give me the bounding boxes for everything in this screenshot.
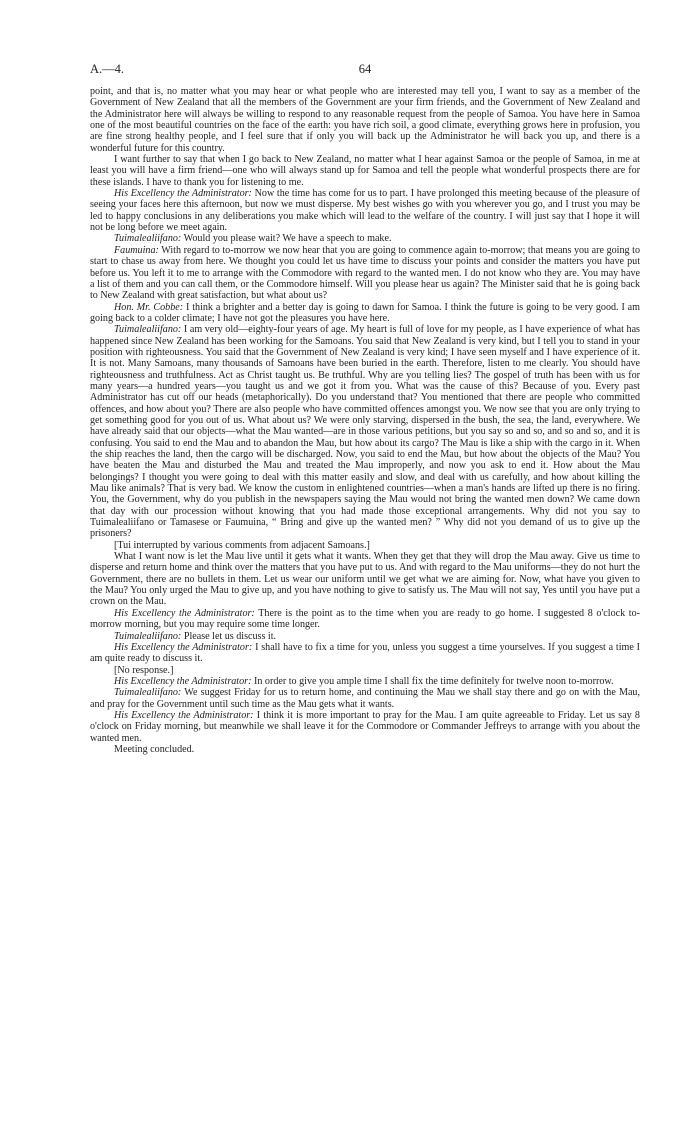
paragraph: Tuimalealiifano: We suggest Friday for us to return home, and continuing the Mau we shall stay there and go on with the Mau, and pray for the Government until such time as the Mau gets what it wants.: [90, 687, 640, 710]
speaker-name: Tuimalealiifano:: [114, 324, 182, 336]
document-body: [90, 86, 640, 755]
paragraph: His Excellency the Administrator: There is the point as to the time when you are ready to go home. I suggested 8 o'clock to-morrow morning, but you may require some time longer.: [90, 607, 640, 631]
speaker-name: Faumuina:: [114, 244, 159, 256]
stage-note: [No response.]: [114, 664, 174, 676]
paragraph: Tuimalealiifano: Would you please wait? We have a speech to make.: [114, 233, 392, 245]
paragraph: Hon. Mr. Cobbe: I think a brighter and a better day is going to dawn for Samoa. I think the future is going to be very good. I am going back to a colder climate; I have not got the pleasures you have here.: [90, 301, 640, 324]
closing-line: Meeting concluded.: [114, 743, 195, 755]
speaker-name: His Excellency the Administrator:: [114, 709, 254, 721]
speaker-name: Tuimalealiifano:: [114, 630, 182, 642]
paragraph: point, and that is, no matter what you may hear or what people who are interested may tell you, I want to say as a member of the Government of New Zealand that all the members of the Government are your firm friends, and the Government of New Zealand and the Administrator here will always be willing to respond to any reasonable request from the people of Samoa. You have here in Samoa one of the most beautiful countries on the face of the earth: you have rich soil, a good climate, everything grows here in profusion, you are fine strong healthy people, and I feel sure that if only you will back up the Administrator he will back you up, and there is a wonderful future for this country.: [90, 86, 640, 154]
page-number: 64: [358, 62, 372, 76]
paragraph: His Excellency the Administrator: I shall have to fix a time for you, unless you suggest a time yourselves. If you suggest a time I am quite ready to discuss it.: [90, 641, 641, 665]
stage-note: [Tui interrupted by various comments from adjacent Samoans.]: [114, 539, 370, 551]
paragraph: His Excellency the Administrator: In order to give you ample time I shall fix the time definitely for twelve noon to-morrow.: [114, 675, 614, 687]
paragraph: What I want now is let the Mau live until it gets what it wants. When they get that they will drop the Mau away. Give us time to disperse and return home and think over the matters that you have put to us. And with regard to the Mau uniforms—they do not hurt the Government, there are no bullets in them. Let us wear our uniform until we get what we are aiming for. Now, what have you given to the Mau? You only urged the Mau to give up, and you have nothing to give to satisfy us. The Mau will not say, Yes until you have put a crown on the Mau.: [90, 551, 640, 608]
paragraph: Tuimalealiifano: Please let us discuss it.: [114, 630, 277, 642]
paragraph: Faumuina: With regard to to-morrow we now hear that you are going to commence again to-morrow; that means you are going to start to chase us away from here. We thought you could let us have time to discuss your points and consider the matters you have put before us. You left it to me to arrange with the Commodore with regard to the wanted men. I do not know who they are. You may have a list of them and you can call them, or the Commodore himself. Will you please hear us again? The Minister said that he is going back to New Zealand with great satisfaction, but what about us?: [90, 244, 640, 302]
speaker-name: His Excellency the Administrator:: [114, 188, 252, 200]
paragraph: I want further to say that when I go back to New Zealand, no matter what I hear against Samoa or the people of Samoa, in me at least you will have a firm friend—one who will always stand up for Samoa and tell the people what wonderful prospects there are for these islands. I have to thank you for listening to me.: [90, 154, 640, 188]
paragraph: His Excellency the Administrator: Now the time has come for us to part. I have prolonged this meeting because of the pleasure of seeing your faces here this afternoon, but now we must disperse. My best wishes go with you wherever you go, and I trust you may be led to happy conclusions in any deliberations you make which will lead to the welfare of the country. I will just say that I hope it will not be long before we meet again.: [90, 188, 640, 234]
paragraph: Tuimalealiifano: I am very old—eighty-four years of age. My heart is full of love for my people, as I have experience of what has happened since New Zealand has been working for the Samoans. You said that New Zealand is very kind, but I tell you to stand in your position with righteousness. You said that the Government of New Zealand is very kind; I have seen myself and I have experience of it. It is not. Many Samoans, many thousands of Samoans have been buried in the earth. Therefore, listen to me clearly. You should have righteousness and truthfulness. Act as Christ taught us. Be truthful. Why are you telling lies? The gospel of truth has been with us for many years—a hundred years—you taught us and we got it from you. What was the cause of this? Because of you. Every past Administrator has cut off our heads (metaphorically). Do you understand that? You mentioned that there are people who committed offences, and how about you? There are also people who have committed offences amongst you. We now see that you are only trying to get something good for you out of us. What about us? We were only starving, dispersed in the bush, the sea, the land, everywhere. We have already said that our objects—what the Mau wanted—are in those various petitions, but you say so and so, and so and so, and it is confusing. You said to end the Mau and to abandon the Mau, but how about its cargo? The Mau is like a ship with the cargo in it. When the ship reaches the land, then the cargo will be discharged. Now, you said to end the Mau, but how about the objects of the Mau? You have beaten the Mau and disturbed the Mau and treated the Mau improperly, and now you ask to end it. How about the Mau belongings? I thought you were going to deal with this matter easily and slow, and deal with us carefully, and how about killing the Mau like animals? That is very bad. We know the custom in enlightened countries—when a man's hands are lifted up there is no firing. You, the Government, why do you publish in the newspapers saying the Mau would not bring the wanted men down? We came down that day with our procession without knowing that you had made those exceptional arrangements. Why did not you say to Tuimalealiifano or Tamasese or Faumuina, “ Bring and give up the wanted men? ” Why did not you demand of us to give up the prisoners?: [90, 324, 640, 540]
speaker-name: Tuimalealiifano:: [114, 233, 182, 245]
speaker-name: His Excellency the Administrator:: [114, 641, 253, 653]
speaker-name: His Excellency the Administrator:: [114, 607, 255, 619]
speaker-name: Hon. Mr. Cobbe:: [114, 301, 184, 313]
speaker-name: Tuimalealiifano:: [114, 687, 182, 699]
document-reference: A.—4.: [90, 62, 125, 76]
paragraph: His Excellency the Administrator: I think it is more important to pray for the Mau. I am quite agreeable to Friday. Let us say 8 o'clock on Friday morning, but meanwhile we shall leave it for the Commodore or Commander Jeffreys to arrange with you about the wanted men.: [90, 709, 640, 744]
speaker-name: His Excellency the Administrator:: [114, 675, 252, 687]
page-header: [90, 62, 640, 86]
